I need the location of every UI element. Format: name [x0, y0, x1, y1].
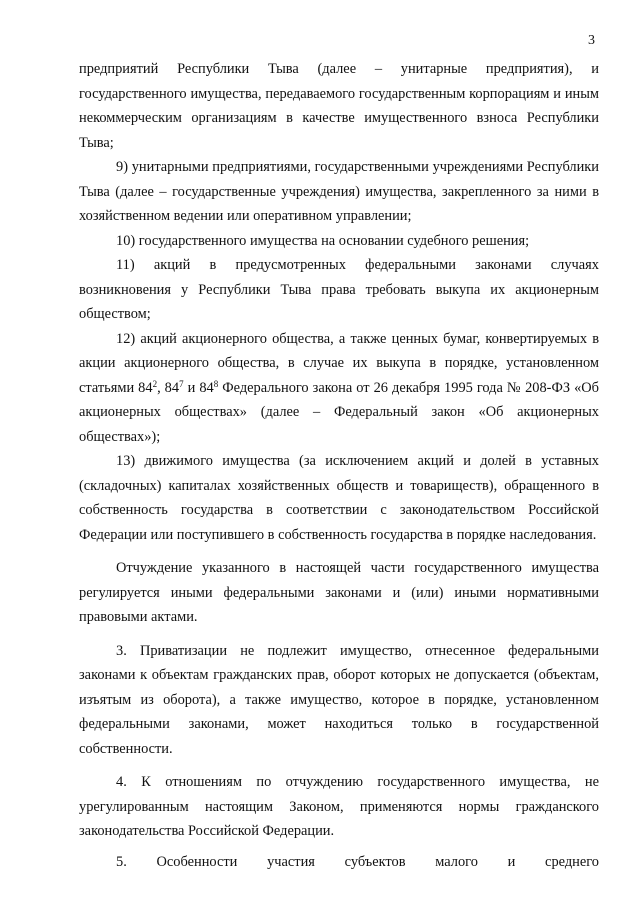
list-item-12-text-b: , 84 — [157, 379, 180, 396]
list-item-10: 10) государственного имущества на основании судебного решения; — [116, 232, 530, 249]
list-item-13: 13) движимого имущества (за исключением акций и долей в уставных (складочных) капиталах хозяйственных обществ и товариществ), обращенного в собственность государства в соответствии с законодательством Российской Федерации или поступившего в собственность государства в порядке наследования. — [79, 453, 599, 543]
list-item-9: 9) унитарными предприятиями, государственными учреждениями Республики Тыва (далее – государственные учреждения) имущества, закрепленного за ними в хозяйственном ведении или оперативном управлении; — [79, 159, 599, 224]
page-number: 3 — [588, 33, 595, 48]
document-body — [79, 57, 599, 874]
list-item-12-text-d: Федерального закона от 26 декабря 1995 года № 208-ФЗ «Об акционерных обществах» (далее – Федеральный закон «Об акционерных обществах»); — [79, 379, 599, 445]
list-item-12-text-a: 12) акций акционерного общества, а также ценных бумаг, конвертируемых в акции акционерного общества, в случае их выкупа в порядке, установленном статьями 84 — [79, 330, 599, 396]
paragraph-alienation: Отчуждение указанного в настоящей части государственного имущества регулируется иными федеральными законами и (или) иными нормативными правовыми актами. — [79, 560, 599, 625]
section-4: 4. К отношениям по отчуждению государственного имущества, не урегулированным настоящим Законом, применяются нормы гражданского законодательства Российской Федерации. — [79, 774, 599, 839]
list-item-11: 11) акций в предусмотренных федеральными законами случаях возникновения у Республики Тыва права требовать выкупа их акционерным обществом; — [79, 257, 599, 322]
paragraph-continuation: предприятий Республики Тыва (далее – унитарные предприятия), и государственного имущества, передаваемого государственным корпорациям и иным некоммерческим организациям в качестве имущественного взноса Республики Тыва; — [79, 61, 599, 151]
section-5: 5. Особенности участия субъектов малого и среднего — [116, 853, 599, 870]
section-3: 3. Приватизации не подлежит имущество, отнесенное федеральными законами к объектам гражданских прав, оборот которых не допускается (объектам, изъятым из оборота), а также имущество, которое в порядке, установленном федеральными законами, может находиться только в государственной собственности. — [79, 642, 599, 757]
superscript: 2 — [152, 378, 158, 389]
superscript: 8 — [213, 378, 219, 389]
list-item-12-text-c: и 84 — [183, 379, 214, 396]
list-item-12 — [79, 327, 599, 450]
superscript: 7 — [179, 378, 184, 389]
